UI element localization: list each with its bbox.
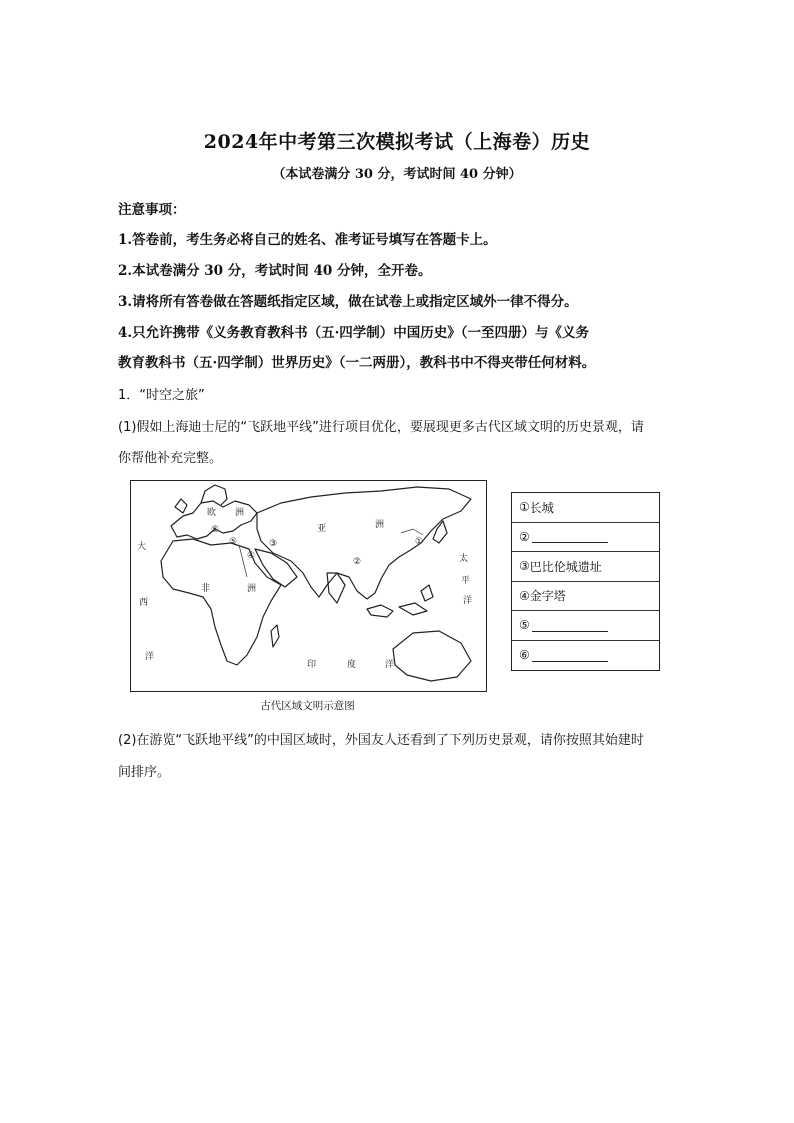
civilization-table: [511, 492, 660, 671]
map-caption: 古代区域文明示意图: [260, 700, 355, 712]
table-row: [512, 493, 659, 523]
label-indian-2: 度: [347, 660, 357, 670]
label-europe-2: 洲: [235, 508, 245, 518]
row-text: 巴比伦城遗址: [529, 559, 602, 574]
label-indian-3: 洋: [385, 660, 395, 670]
label-africa-1: 非: [201, 584, 211, 594]
river-yellow: [401, 529, 423, 535]
label-europe-1: 欧: [207, 508, 217, 518]
table-row: [512, 582, 659, 612]
answer-blank[interactable]: [532, 649, 608, 662]
note-item-4-cont: 教育教科书（五·四学制）世界历史》（一二两册），教科书中不得夹带任何材料。: [118, 355, 596, 371]
notes-heading: 注意事项：: [118, 202, 186, 218]
madagascar-outline: [271, 625, 279, 647]
note-item-4: 4.只允许携带《义务教育教科书（五·四学制）中国历史》（一至四册）与《义务: [118, 325, 590, 341]
question-1-title: 1．“时空之旅”: [118, 388, 205, 403]
answer-blank[interactable]: [532, 530, 608, 543]
label-atlantic-3: 洋: [145, 652, 155, 662]
river-nile: [239, 545, 247, 577]
question-1-part1-line2: 你帮他补充完整。: [118, 451, 223, 466]
label-africa-2: 洲: [247, 584, 257, 594]
row-marker: ⑥: [519, 648, 530, 663]
table-row: [512, 552, 659, 582]
map-marker-2: ②: [353, 557, 362, 567]
question-1-part1-line1: (1)假如上海迪士尼的“飞跃地平线”进行项目优化，要展现更多古代区域文明的历史景观，请: [118, 420, 644, 435]
row-text: 长城: [529, 500, 554, 515]
row-marker: ③: [519, 559, 530, 574]
answer-blank[interactable]: [532, 619, 608, 632]
label-pacific-3: 洋: [463, 596, 473, 606]
table-row: [512, 641, 659, 671]
note-item-3: 3.请将所有答卷做在答题纸指定区域，做在试卷上或指定区域外一律不得分。: [118, 294, 578, 310]
map-marker-3: ③: [269, 539, 278, 549]
table-row: [512, 523, 659, 553]
map-marker-1: ①: [415, 537, 424, 547]
australia-outline: [393, 631, 471, 681]
page-title: 2024年中考第三次模拟考试（上海卷）历史: [203, 131, 591, 153]
label-atlantic-2: 西: [139, 598, 149, 608]
india-outline: [327, 573, 345, 603]
africa-outline: [161, 539, 281, 665]
table-row: [512, 611, 659, 641]
row-marker: ⑤: [519, 618, 530, 633]
label-pacific-1: 太: [459, 554, 469, 564]
label-atlantic-1: 大: [137, 542, 147, 552]
map-marker-6: ⑥: [211, 525, 220, 535]
map-marker-4: ④: [247, 551, 256, 561]
row-marker: ②: [519, 529, 530, 544]
british-isles-outline: [175, 499, 187, 513]
japan-outline: [433, 521, 447, 543]
question-1-part2-line1: (2)在游览“飞跃地平线”的中国区域时，外国友人还看到了下列历史景观，请你按照其始建时: [118, 733, 644, 748]
question-1-part2-line2: 间排序。: [118, 765, 171, 780]
row-marker: ④: [519, 588, 530, 603]
label-asia-2: 洲: [375, 520, 385, 530]
row-marker: ①: [519, 500, 530, 515]
map-marker-5: ⑤: [229, 537, 238, 547]
label-indian-1: 印: [307, 660, 317, 670]
label-asia-1: 亚: [317, 524, 327, 534]
ancient-civilization-map: [130, 480, 487, 692]
note-item-2: 2.本试卷满分 30 分，考试时间 40 分钟，全开卷。: [118, 263, 432, 279]
page-subtitle: （本试卷满分 30 分，考试时间 40 分钟）: [272, 167, 522, 182]
row-text: 金字塔: [529, 589, 566, 604]
label-pacific-2: 平: [461, 576, 471, 586]
note-item-1: 1.答卷前，考生务必将自己的姓名、准考证号填写在答题卡上。: [118, 232, 497, 248]
